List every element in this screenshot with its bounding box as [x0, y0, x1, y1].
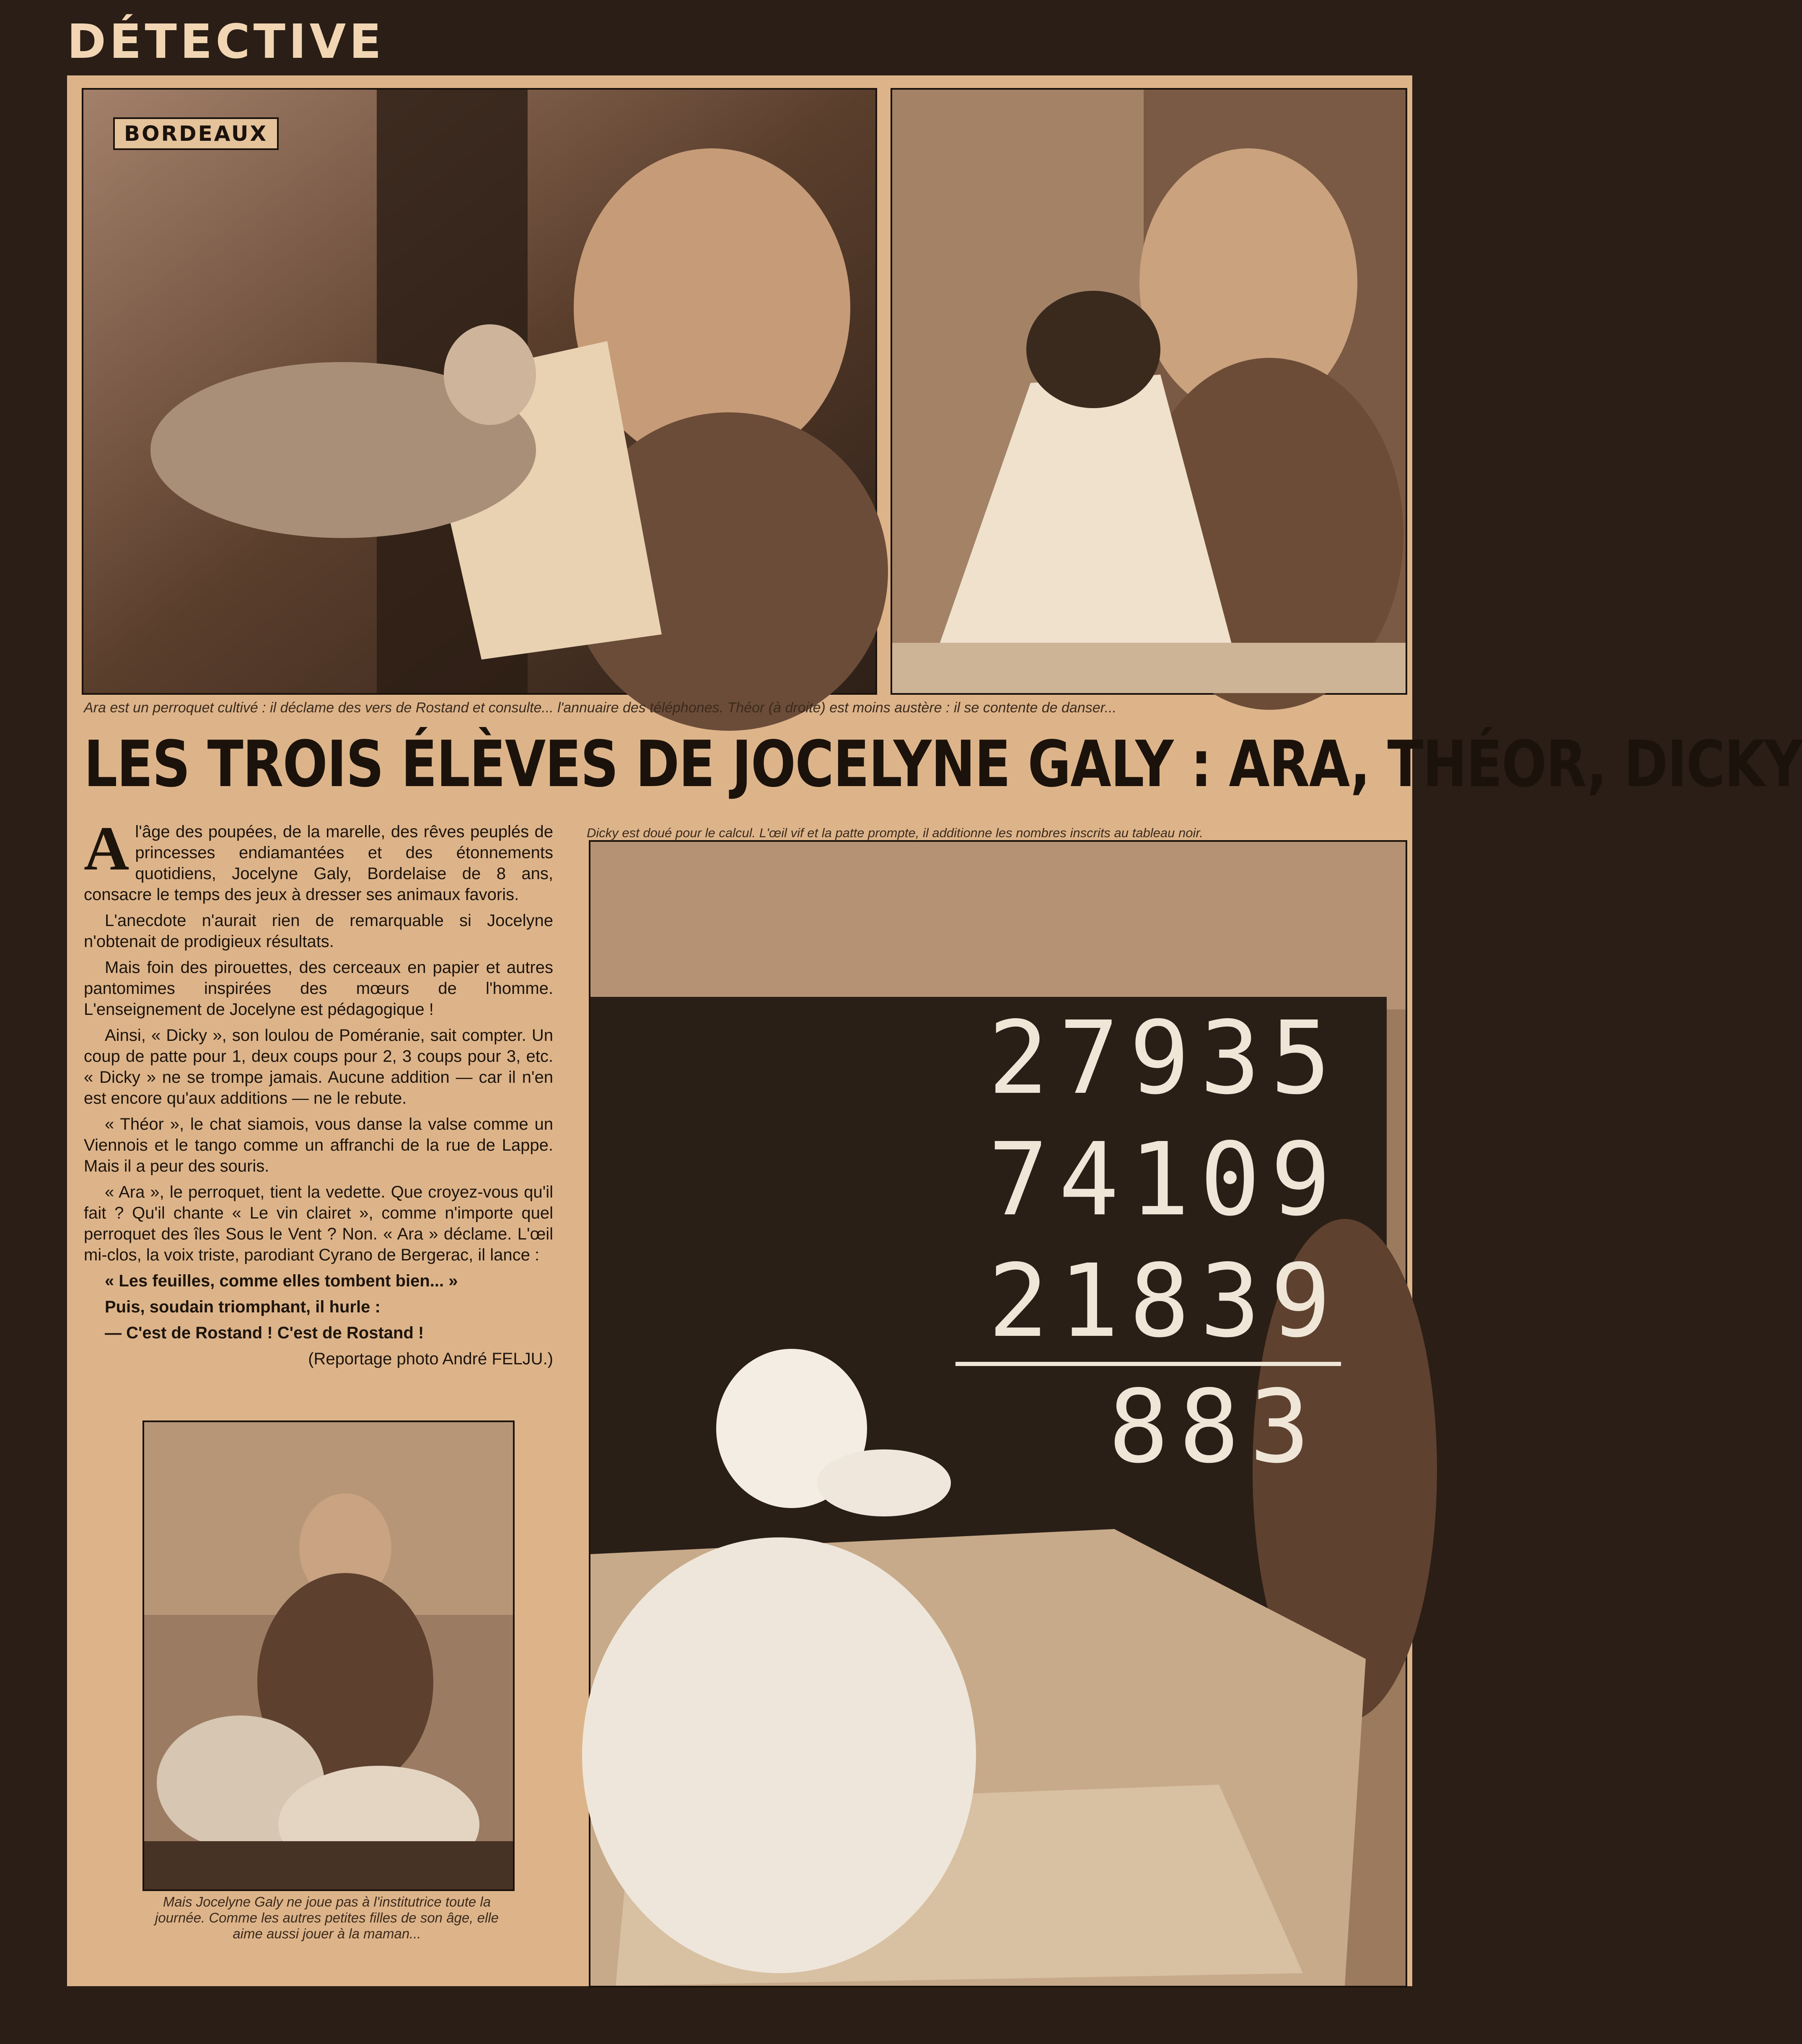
masthead-title: DÉTECTIVE [67, 15, 385, 69]
article-paragraph: « Ara », le perroquet, tient la vedette. Que croyez-vous qu'il fait ? Qu'il chante « Le vin clairet », comme n'importe quel perroquet des îles Sous le Vent ? Non. « Ara » déclame. L'œil mi-clos, la voix triste, parodiant Cyrano de Bergerac, il lance : [84, 1183, 553, 1264]
blackboard-total: 883 [1108, 1368, 1320, 1485]
headline: LES TROIS ÉLÈVES DE JOCELYNE GALY : ARA, THÉOR, DICKY [84, 727, 1802, 801]
blackboard-row: 21839 [988, 1242, 1341, 1360]
article-paragraph: « Théor », le chat siamois, vous danse la valse comme un Viennois et le tango comme un affranchi de la rue de Lappe. Mais il a peur des souris. [84, 1115, 553, 1175]
blackboard-numbers [901, 997, 1341, 1488]
article-paragraph: Mais foin des pirouettes, des cerceaux en papier et autres pantomimes inspirées des mœurs de l'homme. L'enseignement de Jocelyne est pédagogique ! [84, 958, 553, 1019]
article-paragraph: Puis, soudain triomphant, il hurle : [105, 1298, 381, 1316]
article-paragraph: Al'âge des poupées, de la marelle, des rêves peuplés de princesses endiamantées et des étonnements quotidiens, Jocelyne Galy, Bordelaise de 8 ans, consacre le temps des jeux à dresser ses animaux favoris. [84, 814, 553, 904]
photo-cat [891, 88, 1407, 695]
article-body [84, 814, 553, 1369]
article-paragraph: L'anecdote n'aurait rien de remarquable si Jocelyne n'obtenait de prodigieux résultats. [84, 911, 553, 951]
article-paragraph: — C'est de Rostand ! C'est de Rostand ! [105, 1324, 424, 1342]
caption-top: Ara est un perroquet cultivé : il déclame des vers de Rostand et consulte... l'annuaire des téléphones. Théor (à droite) est moins austère : il se contente de danser... [84, 700, 1117, 716]
article-quote: « Les feuilles, comme elles tombent bien... » [105, 1272, 458, 1290]
blackboard-row: 27935 [988, 999, 1341, 1117]
photo-credit: (Reportage photo André FELJU.) [308, 1350, 553, 1368]
caption-dolls: Mais Jocelyne Galy ne joue pas à l'institutrice toute la journée. Comme les autres petites filles de son âge, elle aime aussi jouer à la maman... [155, 1894, 499, 1941]
article-paragraph: Ainsi, « Dicky », son loulou de Poméranie, sait compter. Un coup de patte pour 1, deux coups pour 2, 3 coups pour 3, etc. « Dicky » ne se trompe jamais. Aucune addition — car il n'en est encore qu'aux additions — ne le rebute. [84, 1026, 553, 1107]
location-tag: BORDEAUX [113, 117, 279, 150]
photo-dolls [142, 1420, 515, 1891]
drop-cap: A [84, 814, 129, 883]
blackboard-rule [955, 1362, 1341, 1366]
caption-dicky: Dicky est doué pour le calcul. L'œil vif et la patte prompte, il additionne les nombres inscrits au tableau noir. [587, 825, 1204, 840]
blackboard-row: 74109 [988, 1121, 1341, 1238]
photo-parrot [82, 88, 877, 695]
